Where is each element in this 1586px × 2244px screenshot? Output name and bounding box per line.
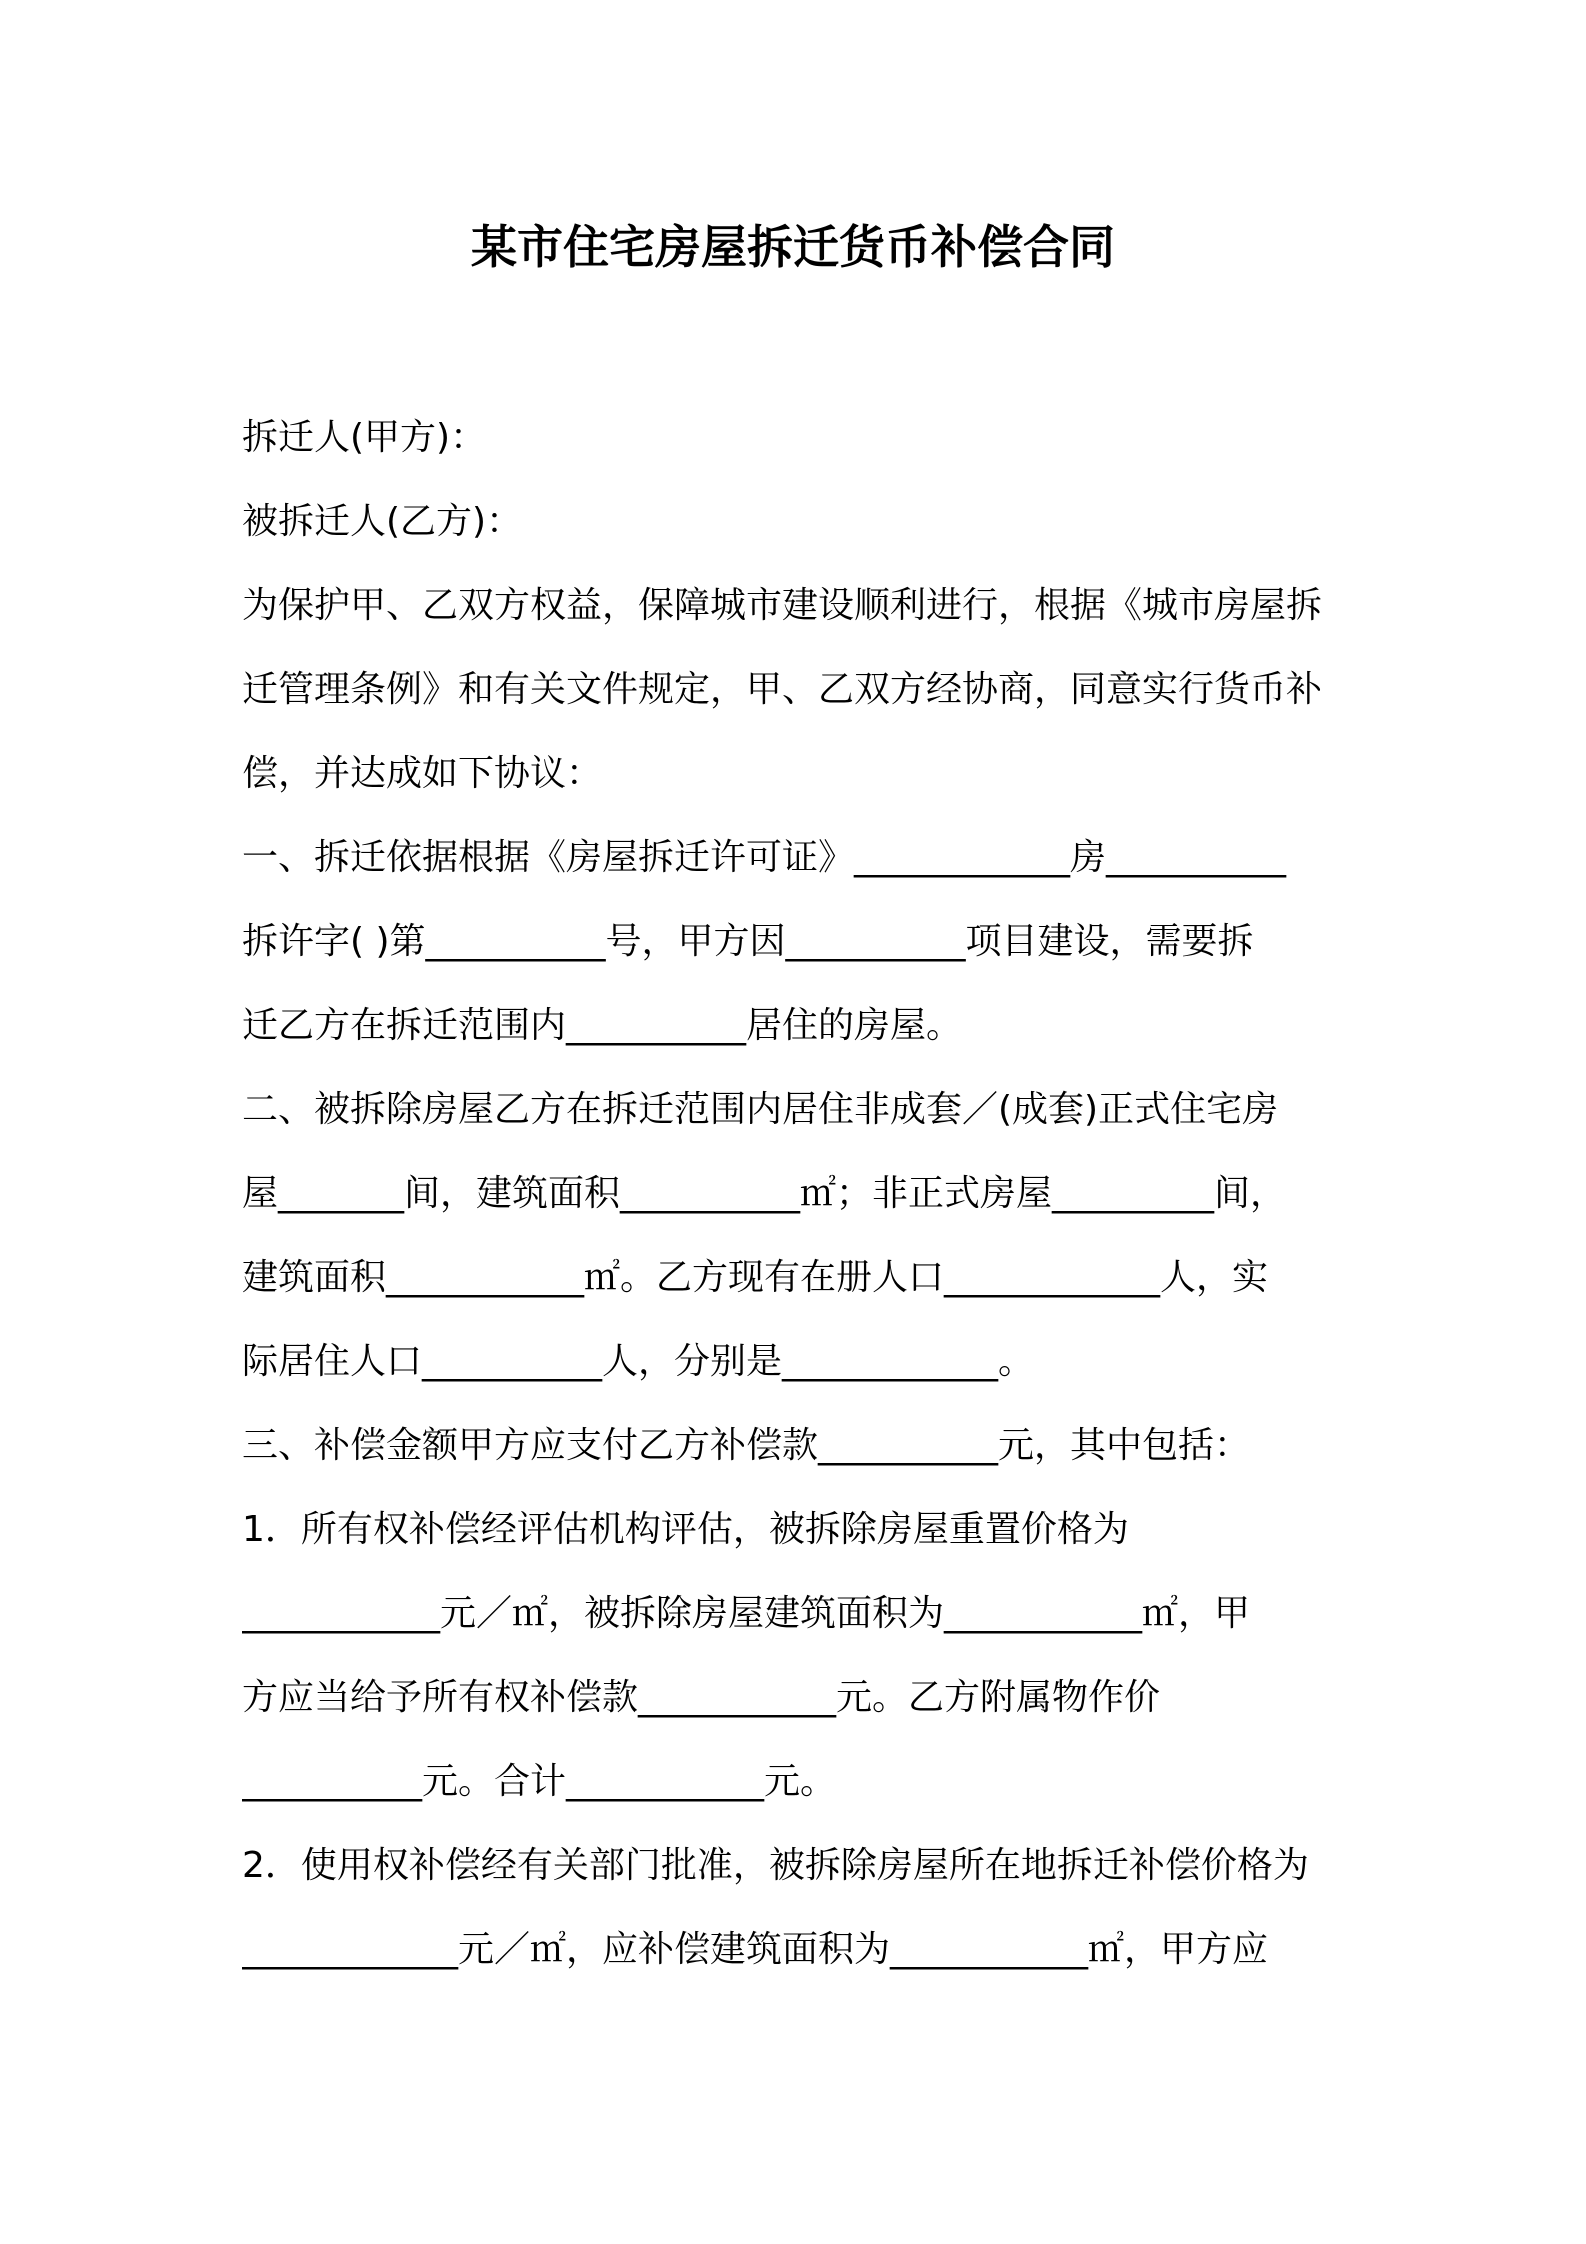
item-2-line-2: ____________元／㎡，应补偿建筑面积为___________㎡，甲方应 — [242, 1929, 1269, 1970]
clause-1-line-1: 一、拆迁依据根据《房屋拆迁许可证》____________房__________ — [242, 837, 1287, 878]
clause-3-line-1: 三、补偿金额甲方应支付乙方补偿款__________元，其中包括： — [242, 1425, 1251, 1466]
clause-1-line-2: 拆许字( )第__________号，甲方因__________项目建设，需要拆 — [242, 921, 1254, 962]
item-1-line-3: 方应当给予所有权补偿款___________元。乙方附属物作价 — [242, 1677, 1161, 1718]
item-1-line-1: 1．所有权补偿经评估机构评估，被拆除房屋重置价格为 — [242, 1509, 1129, 1550]
party-a-line: 拆迁人(甲方)： — [242, 417, 487, 458]
document-body — [242, 396, 1372, 1992]
clause-2-line-3: 建筑面积___________㎡。乙方现有在册人口____________人，实 — [242, 1257, 1269, 1298]
clause-2-line-1: 二、被拆除房屋乙方在拆迁范围内居住非成套／(成套)正式住宅房 — [242, 1089, 1279, 1130]
preamble-line-1: 为保护甲、乙双方权益，保障城市建设顺利进行，根据《城市房屋拆 — [242, 585, 1323, 626]
document-title: 某市住宅房屋拆迁货币补偿合同 — [471, 220, 1115, 274]
item-2-line-1: 2．使用权补偿经有关部门批准，被拆除房屋所在地拆迁补偿价格为 — [242, 1845, 1309, 1886]
clause-2-line-2: 屋_______间，建筑面积__________㎡；非正式房屋_________间， — [242, 1173, 1287, 1214]
clause-1-line-3: 迁乙方在拆迁范围内__________居住的房屋。 — [242, 1005, 963, 1046]
preamble-line-2: 迁管理条例》和有关文件规定，甲、乙双方经协商，同意实行货币补 — [242, 669, 1323, 710]
party-b-line: 被拆迁人(乙方)： — [242, 501, 523, 542]
clause-2-line-4: 际居住人口__________人，分别是____________。 — [242, 1341, 1035, 1382]
item-1-line-4: __________元。合计___________元。 — [242, 1761, 837, 1802]
preamble-line-3: 偿，并达成如下协议： — [242, 753, 603, 794]
item-1-line-2: ___________元／㎡，被拆除房屋建筑面积为___________㎡，甲 — [242, 1593, 1251, 1634]
